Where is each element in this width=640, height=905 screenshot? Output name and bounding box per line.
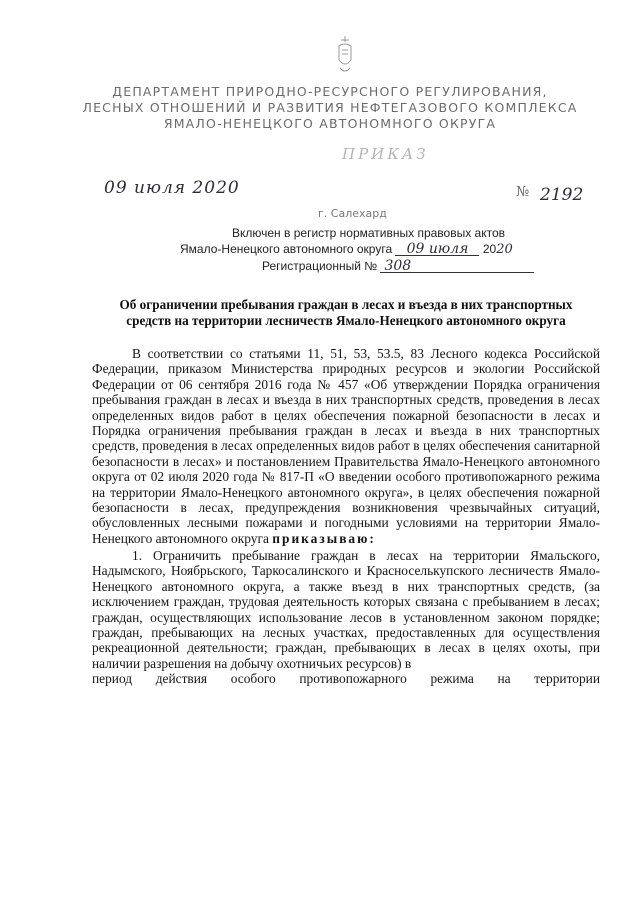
- last-line-word: действия: [155, 671, 208, 687]
- registry-region: Ямало-Ненецкого автономного округа: [180, 242, 393, 256]
- document-title-line2: средств на территории лесничеств Ямало-Ненецкого автономного округа: [126, 313, 566, 328]
- registry-number: 308: [380, 260, 534, 273]
- item-1-text: 1. Ограничить пребывание граждан в лесах на территории Ямальского, Надымского, Ноябрьского, Таркосалинского и Красноселькупского лесничеств Ямало-Ненецкого автономного округа, а также въезд в них транспортных средств, (за исключением граждан, трудовая деятельность которых связана с пребыванием в лесах; граждан, осуществляющих использование лесов в установленном законом порядке; граждан, пребывающих на лесных участках, предоставленных для осуществления рекреационной деятельности; граждан, пребывающих в лесах в целях охоты, при наличии разрешения на добычу охотничьих ресурсов) в: [92, 548, 600, 671]
- registry-number-label: Регистрационный №: [262, 259, 378, 273]
- last-line-word: режима: [430, 671, 474, 687]
- city: г. Салехард: [318, 207, 387, 220]
- registry-line1: Включен в регистр нормативных правовых актов: [232, 226, 506, 240]
- department-name-line3: ЯМАЛО-НЕНЕЦКОГО АВТОНОМНОГО ОКРУГА: [163, 116, 497, 131]
- registry-year: 20: [496, 242, 513, 257]
- coat-of-arms-icon: [334, 34, 356, 76]
- department-name-line2: ЛЕСНЫХ ОТНОШЕНИЙ И РАЗВИТИЯ НЕФТЕГАЗОВОГО КОМПЛЕКСА: [82, 100, 578, 115]
- order-number: 2192: [540, 185, 584, 205]
- item-1-paragraph: [92, 548, 600, 687]
- registry-year-prefix: 20: [482, 242, 497, 256]
- last-line-word: период: [92, 671, 133, 687]
- last-line-word: на: [497, 671, 511, 687]
- registry-date: 09 июля: [395, 243, 479, 256]
- last-line-word: противопожарного: [299, 671, 407, 687]
- last-line-word: особого: [230, 671, 276, 687]
- registry-line3: [262, 259, 534, 273]
- last-line-word: территории: [534, 671, 600, 687]
- number-sign: №: [516, 184, 530, 200]
- document-title-line1: Об ограничении пребывания граждан в лесах и въезда в них транспортных: [119, 297, 573, 312]
- order-word: приказываю:: [272, 530, 376, 546]
- item-1-last-line: [92, 671, 600, 686]
- preamble-text: В соответствии со статьями 11, 51, 53, 53.5, 83 Лесного кодекса Российской Федерации, приказом Министерства природных ресурсов и экологии Российской Федерации от 06 сентября 2016 года № 457 «Об утверждении Порядка ограничения пребывания граждан в лесах и въезда в них транспортных средств, проведения в лесах определенных видов работ в целях обеспечения пожарной безопасности в лесах и Порядка ограничения пребывания граждан в лесах и въезда в них транспортных средств, проведения в лесах определенных видов работ в целях обеспечения санитарной безопасности в лесах» и постановлением Правительства Ямало-Ненецкого автономного округа от 02 июля 2020 года № 817-П «О введении особого противопожарного режима на территории Ямало-Ненецкого автономного округа», в целях обеспечения пожарной безопасности в лесах, предупреждения возникновения чрезвычайных ситуаций, обусловленных лесными пожарами и погодными условиями на территории Ямало-Ненецкого автономного округа: [92, 346, 600, 546]
- preamble-paragraph: [92, 346, 600, 546]
- registry-line2: [180, 242, 513, 257]
- signed-date: 09 июля 2020: [104, 178, 240, 198]
- document-type: ПРИКАЗ: [342, 145, 429, 163]
- department-name-line1: ДЕПАРТАМЕНТ ПРИРОДНО-РЕСУРСНОГО РЕГУЛИРОВАНИЯ,: [112, 84, 548, 99]
